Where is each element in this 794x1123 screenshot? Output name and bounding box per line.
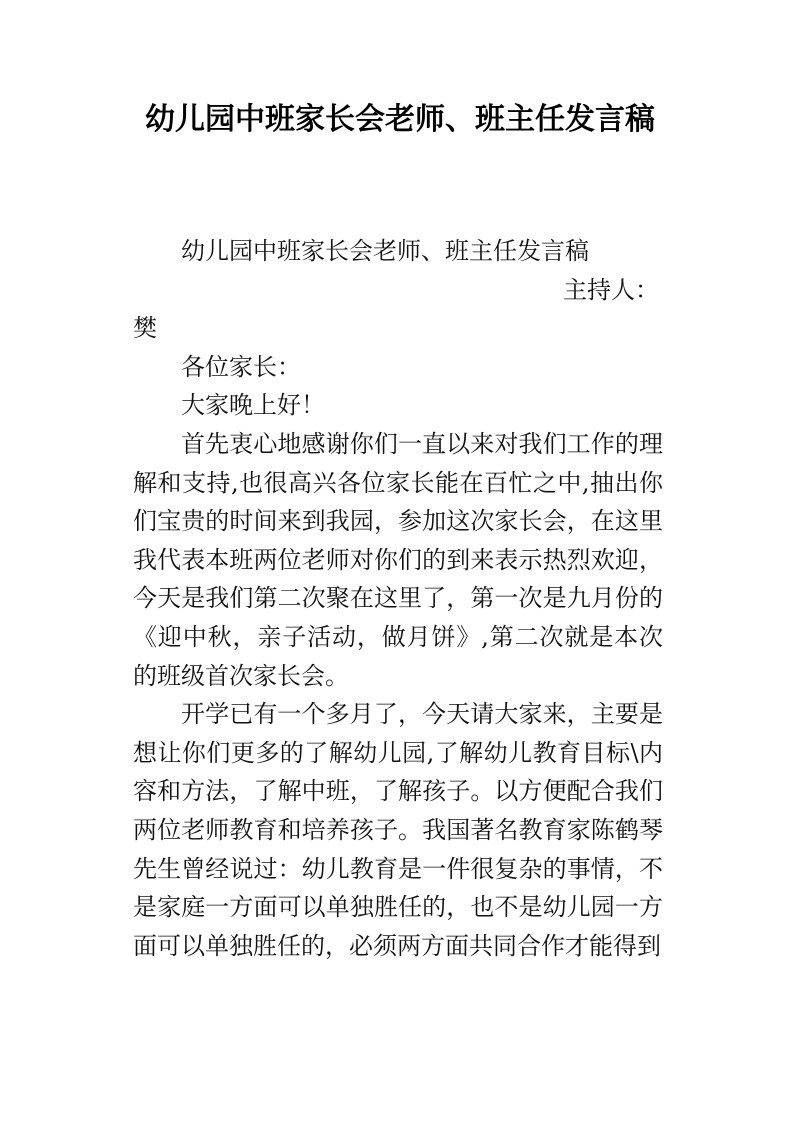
paragraph-1: 首先衷心地感谢你们一直以来对我们工作的理解和支持,也很高兴各位家长能在百忙之中,抽出你们宝贵的时间来到我园，参加这次家长会，在这里我代表本班两位老师对你们的到来表示热烈欢迎，今天是我们第二次聚在这里了，第一次是九月份的《迎中秋，亲子活动，做月饼》,第二次就是本次的班级首次家长会。 [133,429,663,690]
paragraph-2: 开学已有一个多月了，今天请大家来，主要是想让你们更多的了解幼儿园,了解幼儿教育目标\内容和方法，了解中班，了解孩子。以方便配合我们两位老师教育和培养孩子。我国著名教育家陈鹤琴先生曾经说过：幼儿教育是一件很复杂的事情，不是家庭一方面可以单独胜任的，也不是幼儿园一方面可以单独胜任的，必须两方面共同合作才能得到 [133,700,663,960]
document-body [133,232,663,965]
document-title: 幼儿园中班家长会老师、班主任发言稿 [145,102,655,137]
host-label: 主持人： [563,275,659,304]
greeting: 各位家长： [181,352,301,381]
document-subtitle: 幼儿园中班家长会老师、班主任发言稿 [181,237,589,265]
salutation: 大家晚上好！ [181,391,325,420]
host-name: 樊 [133,314,157,343]
